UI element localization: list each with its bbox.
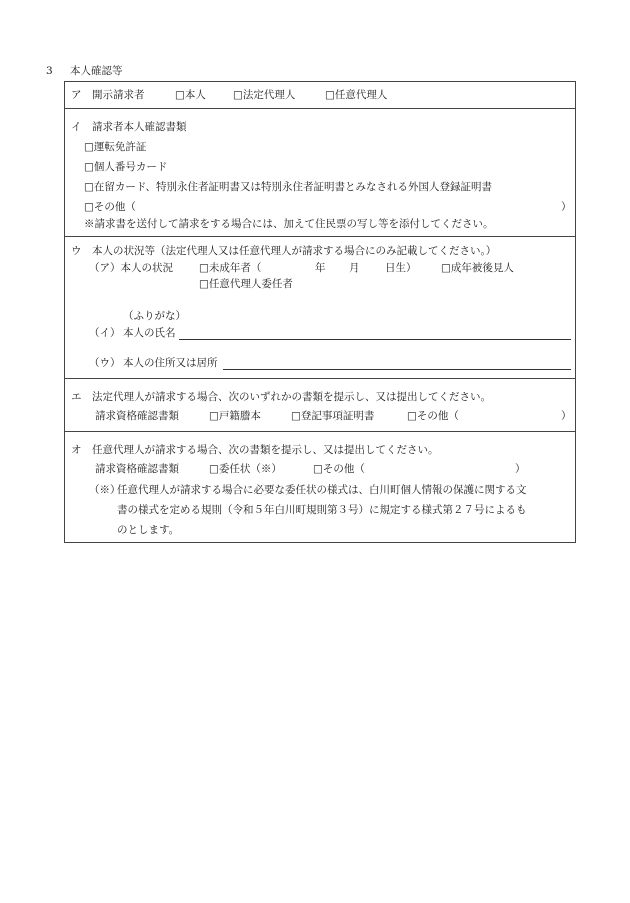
box-voluntary-agent [64,431,576,543]
option-legal-agent[interactable]: □法定代理人 [233,89,296,101]
option-registry-certificate[interactable]: □登記事項証明書 [291,410,375,422]
note-line-3: のとします。 [117,524,180,536]
voluntary-other-close: ） [515,463,526,475]
other-id-close: ） [561,201,572,213]
name-field-line[interactable] [179,339,571,340]
legal-other-close: ） [561,410,572,422]
box-requester [64,81,576,109]
legal-agent-label: エ 法定代理人が請求する場合、次のいずれかの書類を提示し、又は提出してください。 [71,391,491,403]
voluntary-docs-label: 請求資格確認書類 [95,463,179,475]
status-section-label: ウ 本人の状況等（法定代理人又は任意代理人が請求する場合にのみ記載してください。） [71,245,497,257]
option-legal-other[interactable]: □その他（ [407,410,459,422]
option-drivers-license[interactable]: □運転免許証 [84,141,147,153]
section-number: 3 [46,65,53,77]
legal-docs-label: 請求資格確認書類 [95,410,179,422]
option-residence-card[interactable]: □在留カード、特別永住者証明書又は特別永住者証明書とみなされる外国人登録証明書 [84,181,492,193]
birth-month-label: 月 [349,262,360,274]
id-docs-note: ※請求書を送付して請求をする場合には、加えて住民票の写し等を添付してください。 [84,218,494,230]
name-label: 本人の氏名 [123,327,176,339]
section-title: 本人確認等 [70,65,123,77]
address-field-line[interactable] [223,369,571,370]
id-docs-label: イ 請求者本人確認書類 [71,121,187,133]
furigana-label: （ふりがな） [123,310,186,322]
status-label: （ア）本人の状況 [89,262,173,274]
birth-day-label: 日生） [385,262,417,274]
box-legal-agent [64,378,576,432]
option-self[interactable]: □本人 [175,89,206,101]
voluntary-agent-label: オ 任意代理人が請求する場合、次の書類を提示し、又は提出してください。 [71,444,439,456]
birth-year-label: 年 [315,262,326,274]
option-voluntary-agent[interactable]: □任意代理人 [325,89,388,101]
requester-label: ア 開示請求者 [71,89,145,101]
note-mark: （※） [89,484,121,496]
option-my-number-card[interactable]: □個人番号カード [84,161,168,173]
name-index: （イ） [89,327,121,339]
option-family-register[interactable]: □戸籍謄本 [209,410,261,422]
option-voluntary-other[interactable]: □その他（ [313,463,365,475]
option-minor[interactable]: □未成年者（ [199,262,262,274]
address-label: 本人の住所又は居所 [123,357,218,369]
box-id-documents [64,108,576,237]
note-line-2: 書の様式を定める規則（令和５年白川町規則第３号）に規定する様式第２７号によるも [117,504,527,516]
option-power-of-attorney[interactable]: □委任状（※） [209,463,282,475]
option-other-id[interactable]: □その他（ [84,201,136,213]
option-adult-guardian[interactable]: □成年被後見人 [441,262,514,274]
option-appointed-guardian[interactable]: □任意代理人委任者 [199,278,293,290]
box-person-status [64,236,576,379]
note-line-1: 任意代理人が請求する場合に必要な委任状の様式は、白川町個人情報の保護に関する文 [117,484,527,496]
address-index: （ウ） [89,357,121,369]
